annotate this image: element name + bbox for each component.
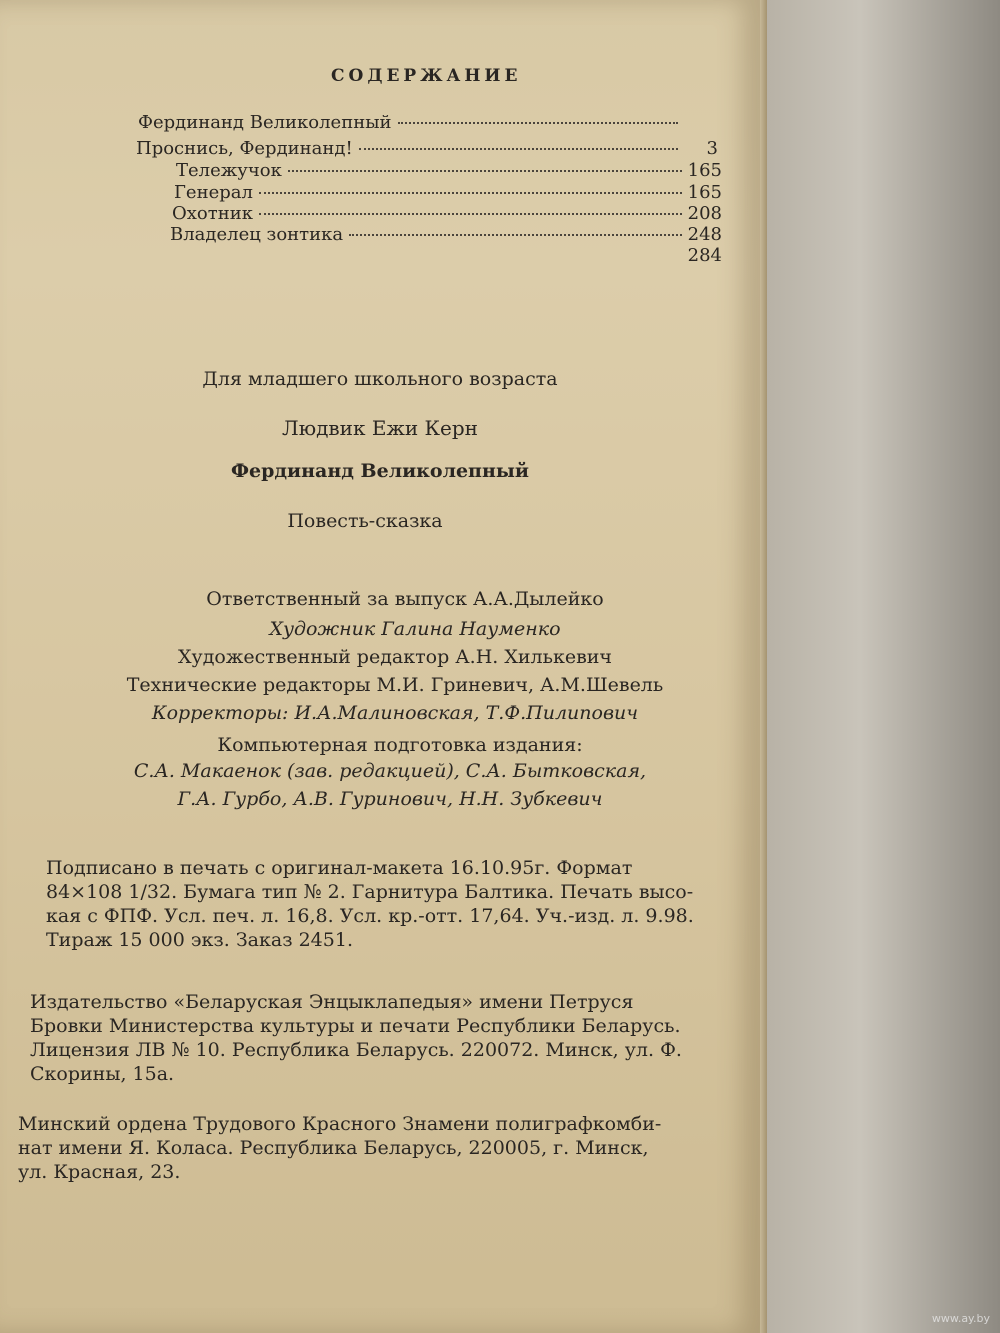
toc-entry (138, 112, 718, 136)
print-info (46, 856, 694, 952)
credit-line: Художественный редактор А.Н. Хилькевич (178, 646, 612, 668)
toc-entry-title: Владелец зонтика (170, 224, 344, 245)
toc-entry-title: Фердинанд Великолепный (138, 112, 392, 133)
credit-line: Художник Галина Науменко (269, 618, 561, 640)
toc-entry-title: Тележучок (176, 160, 282, 181)
print-info-line: кая с ФПФ. Усл. печ. л. 16,8. Усл. кр.-отт. 17,64. Уч.-изд. л. 9.98. (46, 905, 694, 927)
book-title: Фердинанд Великолепный (230, 460, 530, 482)
publisher-line: Лицензия ЛВ № 10. Республика Беларусь. 220072. Минск, ул. Ф. (30, 1039, 682, 1061)
toc-leader (259, 192, 682, 194)
printer-line: нат имени Я. Коласа. Республика Беларусь, 220005, г. Минск, (18, 1137, 649, 1159)
print-info-line: Тираж 15 000 экз. Заказ 2451. (46, 929, 353, 951)
toc-leader (398, 122, 678, 124)
printer-info (18, 1112, 661, 1184)
printer-line: ул. Красная, 23. (18, 1161, 181, 1183)
credit-line: Корректоры: И.А.Малиновская, Т.Ф.Пилипович (151, 702, 639, 724)
publisher-line: Скорины, 15а. (30, 1063, 175, 1085)
printer-line: Минский ордена Трудового Красного Знамени полиграфкомби- (18, 1113, 662, 1135)
site-watermark: www.ay.by (931, 1312, 990, 1325)
toc-entry (170, 245, 722, 269)
toc-title: СОДЕРЖАНИЕ (331, 66, 522, 86)
credit-line: Г.А. Гурбо, А.В. Гуринович, Н.Н. Зубкевич (177, 788, 603, 810)
toc-entry-page: 165 (687, 160, 722, 181)
adjacent-page (767, 0, 1000, 1333)
print-info-line: Подписано в печать с оригинал-макета 16.10.95г. Формат (46, 857, 633, 879)
toc-entry-page: 165 (687, 182, 722, 203)
author-name: Людвик Ежи Керн (282, 416, 478, 440)
toc-entry-title: Проснись, Фердинанд! (136, 138, 353, 159)
toc-entry-title: Генерал (174, 182, 253, 203)
toc-entry (176, 160, 722, 184)
toc-entry-page: 248 (687, 224, 722, 245)
credit-line: С.А. Макаенок (зав. редакцией), С.А. Бытковская, (133, 760, 647, 782)
print-info-line: 84×108 1/32. Бумага тип № 2. Гарнитура Балтика. Печать высо- (46, 881, 694, 903)
toc-leader (349, 234, 682, 236)
credit-line: Технические редакторы М.И. Гриневич, А.М.Шевель (126, 674, 664, 696)
age-note: Для младшего школьного возраста (202, 368, 558, 390)
toc-leader (359, 148, 678, 150)
toc-entry-page: 208 (687, 203, 722, 224)
publisher-info (30, 990, 682, 1086)
toc-entry-title: Охотник (172, 203, 253, 224)
credit-line: Ответственный за выпуск А.А.Дылейко (206, 588, 604, 610)
toc-entry-page: 284 (687, 245, 722, 266)
book-genre: Повесть-сказка (287, 510, 443, 532)
toc-leader (259, 213, 682, 215)
toc-entry-page: 3 (706, 138, 718, 159)
publisher-line: Издательство «Беларуская Энцыклапедыя» имени Петруся (30, 991, 634, 1013)
credit-line: Компьютерная подготовка издания: (217, 734, 583, 756)
publisher-line: Бровки Министерства культуры и печати Республики Беларусь. (30, 1015, 681, 1037)
toc-entry (136, 138, 718, 162)
toc-leader (288, 170, 682, 172)
